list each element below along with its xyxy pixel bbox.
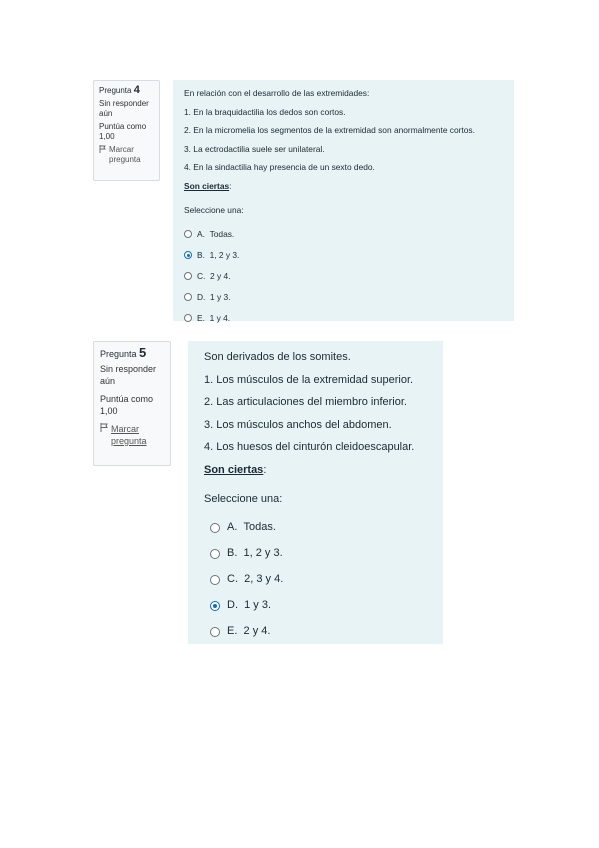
answer-option-d[interactable] — [204, 593, 427, 619]
question-4-info-panel — [93, 80, 160, 181]
question-number: 4 — [133, 84, 140, 96]
question-5-content — [188, 341, 443, 644]
question-status: Sin responder aún — [99, 99, 149, 118]
question-status: Sin responder aún — [100, 364, 157, 386]
radio-button-selected[interactable] — [210, 601, 220, 611]
son-ciertas-colon: : — [263, 463, 267, 476]
statement-4: 4. Los huesos del cinturón cleidoescapular. — [204, 441, 415, 453]
question-number: 5 — [139, 345, 147, 360]
answer-option-a[interactable] — [204, 515, 427, 541]
select-one-label: Seleccione una: — [204, 492, 283, 505]
statement-2: 2. En la micromelia los segmentos de la extremidad son anormalmente cortos. — [184, 125, 475, 135]
answer-option-c[interactable] — [204, 567, 427, 593]
flag-question-link[interactable] — [100, 423, 164, 447]
answer-text: 1 y 4. — [209, 313, 231, 323]
answer-letter: A. — [197, 229, 205, 239]
flag-icon[interactable] — [100, 423, 108, 435]
answer-letter: B. — [197, 250, 205, 260]
question-intro: Son derivados de los somites. — [204, 351, 351, 363]
statement-1: 1. Los músculos de la extremidad superior. — [204, 373, 414, 386]
radio-button[interactable] — [210, 523, 220, 533]
question-4-content — [173, 80, 514, 321]
statement-2: 2. Las articulaciones del miembro inferior. — [204, 396, 407, 408]
son-ciertas-line — [184, 180, 503, 192]
answer-text: 2, 3 y 4. — [244, 573, 284, 585]
question-score: Puntúa como 1,00 — [99, 122, 147, 141]
answer-letter: E. — [197, 313, 205, 323]
statement-3: 3. La ectrodactilia suele ser unilateral. — [184, 143, 325, 154]
question-label: Pregunta — [100, 349, 137, 359]
radio-button[interactable] — [184, 293, 192, 301]
radio-button[interactable] — [210, 627, 220, 637]
radio-button[interactable] — [210, 575, 220, 585]
question-score: Puntúa como 1,00 — [100, 394, 154, 416]
question-intro: En relación con el desarrollo de las extremidades: — [184, 88, 370, 98]
answer-text: 1 y 3. — [244, 599, 272, 611]
son-ciertas-label: Son ciertas — [184, 180, 230, 191]
flag-question-label[interactable]: Marcar pregunta — [111, 424, 147, 446]
answer-option-b[interactable] — [184, 245, 503, 266]
radio-button[interactable] — [184, 230, 192, 238]
answer-letter: D. — [197, 292, 206, 302]
answer-text: 2 y 4. — [243, 625, 271, 637]
answer-letter: B. — [227, 547, 238, 559]
answer-text: 1, 2 y 3. — [243, 547, 283, 559]
flag-question-link[interactable] — [99, 145, 154, 165]
answer-list — [184, 224, 503, 329]
answer-letter: E. — [227, 625, 238, 637]
flag-icon[interactable] — [99, 145, 106, 156]
question-title — [100, 347, 164, 360]
answer-option-e[interactable] — [184, 308, 503, 329]
answer-text: Todas. — [243, 521, 276, 533]
radio-button[interactable] — [184, 272, 192, 280]
flag-question-label[interactable]: Marcar pregunta — [109, 145, 141, 164]
answer-option-e[interactable] — [204, 619, 427, 645]
answer-option-c[interactable] — [184, 266, 503, 287]
question-title — [99, 85, 154, 96]
radio-button[interactable] — [210, 549, 220, 559]
statement-1: 1. En la braquidactilia los dedos son cortos. — [184, 106, 346, 117]
select-one-label: Seleccione una: — [184, 204, 244, 215]
answer-option-a[interactable] — [184, 224, 503, 245]
answer-text: Todas. — [209, 229, 235, 239]
son-ciertas-colon: : — [229, 180, 232, 191]
answer-letter: D. — [227, 599, 238, 611]
answer-letter: A. — [227, 521, 238, 533]
answer-list — [204, 515, 427, 645]
statement-3: 3. Los músculos anchos del abdomen. — [204, 418, 392, 431]
radio-button[interactable] — [184, 314, 192, 322]
question-5-info-panel — [93, 341, 171, 466]
answer-option-d[interactable] — [184, 287, 503, 308]
answer-letter: C. — [227, 573, 238, 585]
statement-4: 4. En la sindactilia hay presencia de un sexto dedo. — [184, 162, 375, 172]
radio-button-selected[interactable] — [184, 251, 192, 259]
answer-option-b[interactable] — [204, 541, 427, 567]
answer-text: 2 y 4. — [210, 271, 231, 281]
answer-text: 1, 2 y 3. — [209, 250, 240, 260]
answer-letter: C. — [197, 271, 206, 281]
answer-text: 1 y 3. — [210, 292, 231, 302]
son-ciertas-line — [204, 463, 427, 478]
son-ciertas-label: Son ciertas — [204, 463, 264, 476]
question-label: Pregunta — [99, 86, 132, 95]
